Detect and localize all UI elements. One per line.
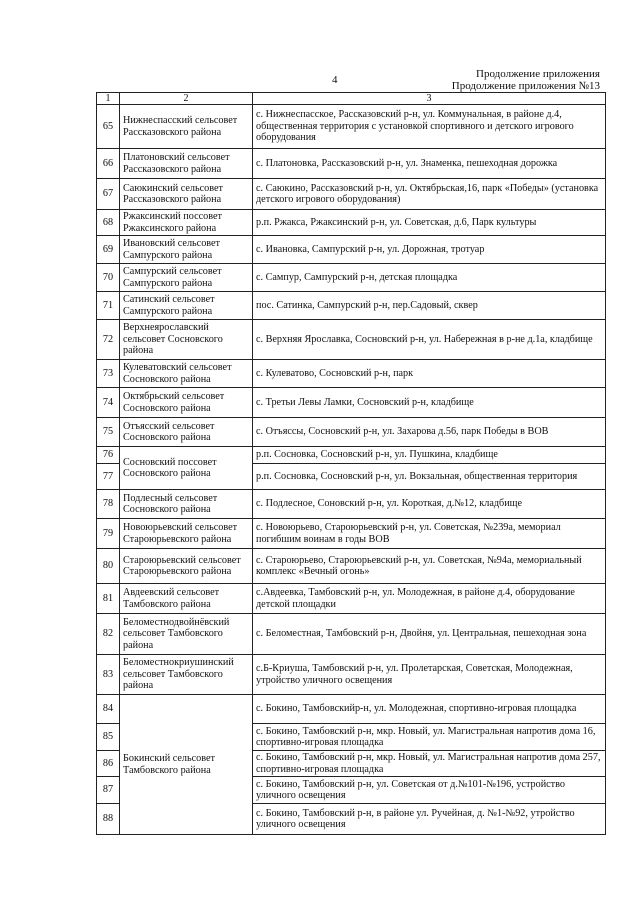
table-row (97, 418, 606, 447)
location-description: с. Ивановка, Сампурский р-н, ул. Дорожная, тротуар (253, 236, 606, 264)
row-number: 88 (97, 804, 120, 835)
table-row (97, 292, 606, 320)
council-name: Подлесный сельсовет Сосновского района (120, 490, 253, 519)
location-description: с. Третьи Левы Ламки, Сосновский р-н, кладбище (253, 388, 606, 418)
continuation-label: Продолжение приложения (476, 68, 600, 80)
location-description: с. Бокино, Тамбовский р-н, мкр. Новый, ул. Магистральная напротив дома 257, спортивно-игровая площадка (253, 751, 606, 777)
location-description: с. Отъяссы, Сосновский р-н, ул. Захарова д.56, парк Победы в ВОВ (253, 418, 606, 447)
table-row (97, 149, 606, 179)
page-number: 4 (332, 74, 338, 86)
council-name: Беломестнокриушинский сельсовет Тамбовского района (120, 655, 253, 695)
table-row (97, 695, 606, 724)
row-number: 74 (97, 388, 120, 418)
location-description: с. Беломестная, Тамбовский р-н, Двойня, ул. Центральная, пешеходная зона (253, 614, 606, 655)
council-name: Сосновский поссовет Сосновского района (120, 447, 253, 490)
location-description: с. Сампур, Сампурский р-н, детская площадка (253, 264, 606, 292)
row-number: 75 (97, 418, 120, 447)
row-number: 65 (97, 105, 120, 149)
table-row (97, 549, 606, 584)
row-number: 78 (97, 490, 120, 519)
column-header-number: 1 (97, 93, 120, 105)
council-name: Сатинский сельсовет Сампурского района (120, 292, 253, 320)
table-row (97, 584, 606, 614)
location-description: с. Бокино, Тамбовскийр-н, ул. Молодежная, спортивно-игровая площадка (253, 695, 606, 724)
council-name: Платоновский сельсовет Рассказовского района (120, 149, 253, 179)
location-description: с. Кулеватово, Сосновский р-н, парк (253, 360, 606, 388)
council-name: Староюрьевский сельсовет Староюрьевского района (120, 549, 253, 584)
location-description: с. Нижнеспасское, Рассказовский р-н, ул. Коммунальная, в районе д.4, общественная территория с установкой спортивного и детского игрового оборудования (253, 105, 606, 149)
table-row (97, 320, 606, 360)
row-number: 81 (97, 584, 120, 614)
council-name: Ржаксинский поссовет Ржаксинского района (120, 210, 253, 236)
table-row (97, 655, 606, 695)
council-name: Авдеевский сельсовет Тамбовского района (120, 584, 253, 614)
location-description: с. Верхняя Ярославка, Сосновский р-н, ул. Набережная в р-не д.1а, кладбище (253, 320, 606, 360)
location-description: с. Бокино, Тамбовский р-н, ул. Советская от д.№101-№196, устройство уличного освещения (253, 777, 606, 804)
row-number: 80 (97, 549, 120, 584)
location-description: с. Новоюрьево, Староюрьевский р-н, ул. Советская, №239а, мемориал погибшим воинам в годы ВОВ (253, 519, 606, 549)
location-description: р.п. Сосновка, Сосновский р-н, ул. Вокзальная, общественная территория (253, 464, 606, 490)
table-row (97, 360, 606, 388)
location-description: пос. Сатинка, Сампурский р-н, пер.Садовый, сквер (253, 292, 606, 320)
table-row (97, 179, 606, 210)
council-name: Кулеватовский сельсовет Сосновского района (120, 360, 253, 388)
table-row (97, 210, 606, 236)
row-number: 73 (97, 360, 120, 388)
council-name: Саюкинский сельсовет Рассказовского района (120, 179, 253, 210)
table-header-row (97, 93, 606, 105)
council-name: Октябрьский сельсовет Сосновского района (120, 388, 253, 418)
table-row (97, 105, 606, 149)
table-row (97, 519, 606, 549)
row-number: 85 (97, 724, 120, 751)
row-number: 69 (97, 236, 120, 264)
row-number: 76 (97, 447, 120, 464)
column-header-council: 2 (120, 93, 253, 105)
location-description: с. Подлесное, Соновский р-н, ул. Короткая, д.№12, кладбище (253, 490, 606, 519)
council-name: Нижнеспасский сельсовет Рассказовского района (120, 105, 253, 149)
council-name: Сампурский сельсовет Сампурского района (120, 264, 253, 292)
council-name: Бокинский сельсовет Тамбовского района (120, 695, 253, 835)
location-description: с. Староюрьево, Староюрьевский р-н, ул. Советская, №94а, мемориальный комплекс «Вечный огонь» (253, 549, 606, 584)
table-row (97, 614, 606, 655)
row-number: 86 (97, 751, 120, 777)
council-name: Верхнеярославский сельсовет Сосновского района (120, 320, 253, 360)
row-number: 68 (97, 210, 120, 236)
location-description: р.п. Ржакса, Ржаксинский р-н, ул. Советская, д.6, Парк культуры (253, 210, 606, 236)
continuation-label-appendix: Продолжение приложения №13 (451, 80, 600, 92)
row-number: 87 (97, 777, 120, 804)
location-description: с. Саюкино, Рассказовский р-н, ул. Октябрьская,16, парк «Победы» (установка детского игрового оборудования) (253, 179, 606, 210)
council-name: Новоюрьевский сельсовет Староюрьевского района (120, 519, 253, 549)
row-number: 77 (97, 464, 120, 490)
row-number: 72 (97, 320, 120, 360)
table-row (97, 236, 606, 264)
table-row (97, 388, 606, 418)
table-row (97, 264, 606, 292)
row-number: 66 (97, 149, 120, 179)
appendix-table (96, 92, 606, 835)
row-number: 82 (97, 614, 120, 655)
location-description: с. Платоновка, Рассказовский р-н, ул. Знаменка, пешеходная дорожка (253, 149, 606, 179)
column-header-location: 3 (253, 93, 606, 105)
location-description: с. Бокино, Тамбовский р-н, в районе ул. Ручейная, д. №1-№92, утройство уличного освещения (253, 804, 606, 835)
council-name: Беломестнодвойнёвский сельсовет Тамбовского района (120, 614, 253, 655)
location-description: р.п. Сосновка, Сосновский р-н, ул. Пушкина, кладбище (253, 447, 606, 464)
row-number: 84 (97, 695, 120, 724)
table-body (97, 105, 606, 835)
table-row (97, 447, 606, 464)
council-name: Отъясский сельсовет Сосновского района (120, 418, 253, 447)
location-description: с. Бокино, Тамбовский р-н, мкр. Новый, ул. Магистральная напротив дома 16, спортивно-игровая площадка (253, 724, 606, 751)
council-name: Ивановский сельсовет Сампурского района (120, 236, 253, 264)
row-number: 83 (97, 655, 120, 695)
row-number: 71 (97, 292, 120, 320)
table-row (97, 490, 606, 519)
row-number: 70 (97, 264, 120, 292)
location-description: с.Авдеевка, Тамбовский р-н, ул. Молодежная, в районе д.4, оборудование детской площадки (253, 584, 606, 614)
location-description: с.Б-Криуша, Тамбовский р-н, ул. Пролетарская, Советская, Молодежная, утройство уличного освещения (253, 655, 606, 695)
row-number: 79 (97, 519, 120, 549)
row-number: 67 (97, 179, 120, 210)
